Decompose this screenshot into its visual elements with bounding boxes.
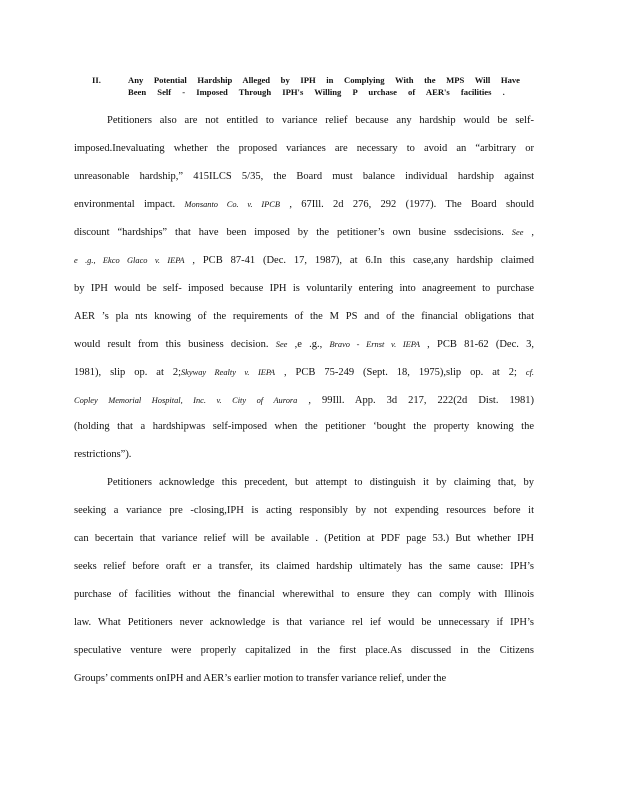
body-line: 1981), slip op. at 2;Skyway Realty v. IEPA , PCB 75-249 (Sept. 18, 1975),slip op. at 2; cf. bbox=[74, 367, 534, 378]
body-line: seeking a variance pre -closing,IPH is acting responsibly by not expending resources before it bbox=[74, 505, 534, 516]
body-line: Petitioners acknowledge this precedent, but attempt to distinguish it by claiming that, by bbox=[107, 477, 534, 488]
body-line: Petitioners also are not entitled to variance relief because any hardship would be self- bbox=[107, 115, 534, 126]
section-heading-line-2: Been Self - Imposed Through IPH's Willing P urchase of AER's facilities . bbox=[128, 87, 505, 97]
body-line: e .g., Ekco Glaco v. IEPA , PCB 87-41 (Dec. 17, 1987), at 6.In this case,any hardship claimed bbox=[74, 255, 534, 266]
body-line: imposed.Inevaluating whether the proposed variances are necessary to avoid an “arbitrary or bbox=[74, 143, 534, 154]
body-line: can becertain that variance relief will be available . (Petition at PDF page 53.) But whether IPH bbox=[74, 533, 534, 544]
section-number: II. bbox=[92, 75, 101, 85]
body-line: unreasonable hardship,” 415ILCS 5/35, the Board must balance individual hardship against bbox=[74, 171, 534, 182]
body-line: purchase of facilities without the financial wherewithal to ensure they can comply with Illinois bbox=[74, 589, 534, 600]
body-line: Copley Memorial Hospital, Inc. v. City of Aurora , 99Ill. App. 3d 217, 222(2d Dist. 1981) bbox=[74, 395, 534, 406]
section-heading-line-1: Any Potential Hardship Alleged by IPH in Complying With the MPS Will Have bbox=[128, 75, 520, 85]
body-line: would result from this business decision. See ,e .g., Bravo - Ernst v. IEPA , PCB 81-62 (Dec. 3, bbox=[74, 339, 534, 350]
body-line: AER ’s pla nts knowing of the requirements of the M PS and of the financial obligations that bbox=[74, 311, 534, 322]
body-line: (holding that a hardshipwas self-imposed when the petitioner ‘bought the property knowing the bbox=[74, 421, 534, 432]
body-line: by IPH would be self- imposed because IPH is voluntarily entering into anagreement to purchase bbox=[74, 283, 534, 294]
body-line: environmental impact. Monsanto Co. v. IPCB , 67Ill. 2d 276, 292 (1977). The Board should bbox=[74, 199, 534, 210]
body-line: Groups’ comments onIPH and AER’s earlier motion to transfer variance relief, under the bbox=[74, 673, 447, 684]
body-line: seeks relief before oraft er a transfer, its claimed hardship ultimately has the same cause: IPH’s bbox=[74, 561, 534, 572]
body-line: discount “hardships” that have been imposed by the petitioner’s own busine ssdecisions. See , bbox=[74, 227, 534, 238]
body-line: speculative venture were properly capitalized in the first place.As discussed in the Citizens bbox=[74, 645, 534, 656]
body-line: restrictions”). bbox=[74, 449, 132, 460]
body-line: law. What Petitioners never acknowledge is that variance rel ief would be unnecessary if IPH’s bbox=[74, 617, 534, 628]
